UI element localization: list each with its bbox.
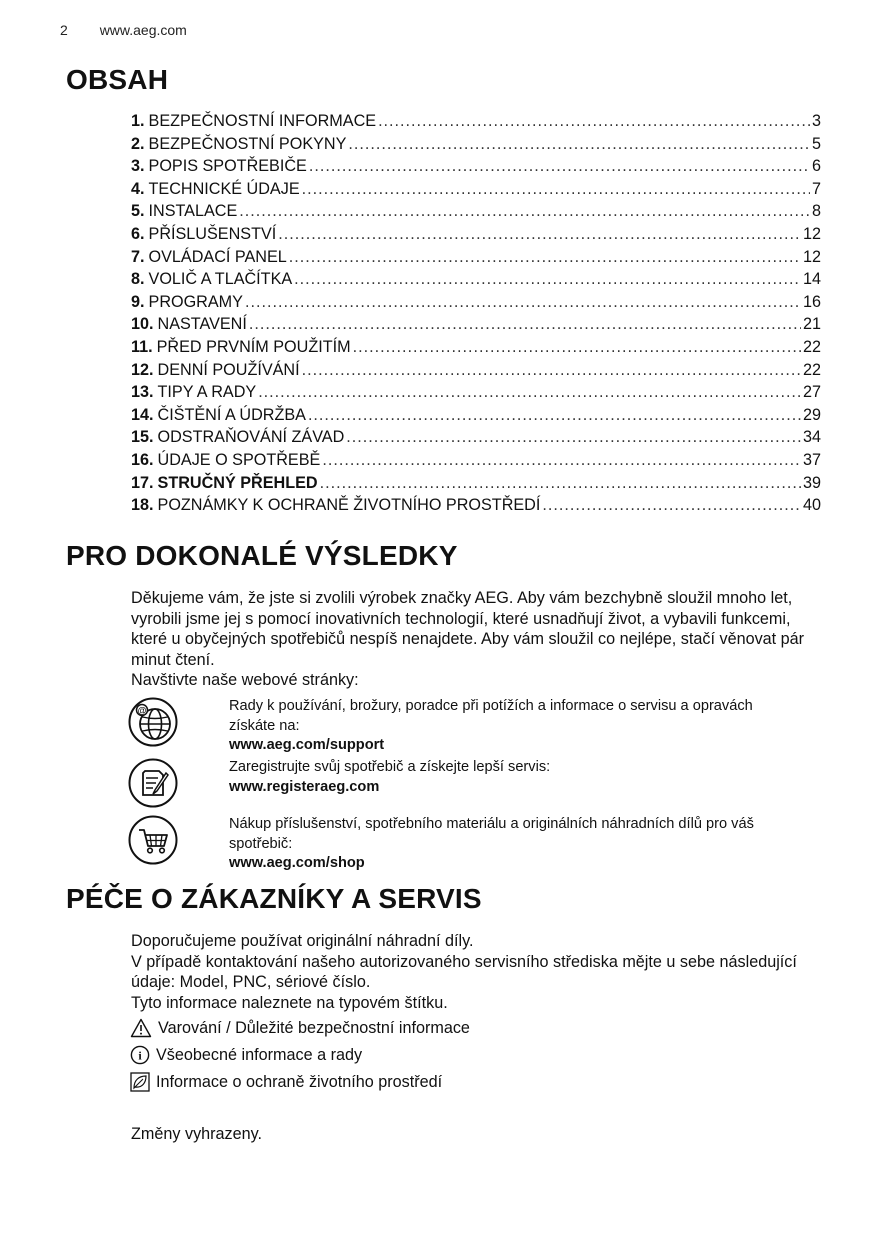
toc-entry-title: OVLÁDACÍ PANEL xyxy=(148,247,287,266)
toc-entry-page: 40 xyxy=(802,496,821,515)
toc-entry[interactable] xyxy=(131,200,821,223)
toc-leader-dots xyxy=(245,291,801,314)
toc-entry[interactable] xyxy=(131,313,821,336)
svg-text:@: @ xyxy=(137,705,147,716)
toc-entry-page: 5 xyxy=(811,134,821,153)
toc-entry-title: PŘED PRVNÍM POUŽITÍM xyxy=(156,337,351,356)
toc-entry[interactable] xyxy=(131,291,821,314)
register-link[interactable]: www.registeraeg.com xyxy=(229,778,380,795)
toc-entry-title: STRUČNÝ PŘEHLED xyxy=(157,473,318,492)
toc-entry[interactable] xyxy=(131,359,821,382)
toc-entry-number: 5. xyxy=(131,202,145,221)
web-item-shop-text xyxy=(229,815,799,874)
toc-entry-number: 9. xyxy=(131,292,145,311)
toc-entry[interactable] xyxy=(131,472,821,495)
toc-entry-title: PROGRAMY xyxy=(148,292,243,311)
web-item-register-text xyxy=(229,758,799,797)
legend-info-text: Všeobecné informace a rady xyxy=(156,1046,363,1064)
globe-icon xyxy=(128,697,178,747)
toc-entry[interactable] xyxy=(131,404,821,427)
toc-entry-page: 37 xyxy=(802,450,821,469)
toc-entry-page: 22 xyxy=(802,360,821,379)
toc-entry-page: 12 xyxy=(802,224,821,243)
toc-entry-page: 27 xyxy=(802,383,821,402)
web-item-description: Zaregistrujte svůj spotřebič a získejte lepší servis: xyxy=(229,759,551,775)
toc-entry-number: 17. xyxy=(131,473,154,492)
table-of-contents xyxy=(131,110,821,517)
toc-entry-page: 21 xyxy=(802,315,821,334)
toc-entry-page: 8 xyxy=(811,202,821,221)
toc-entry-page: 3 xyxy=(811,112,821,130)
toc-leader-dots xyxy=(542,494,801,517)
toc-entry[interactable] xyxy=(131,336,821,359)
toc-leader-dots xyxy=(346,426,801,449)
toc-entry[interactable] xyxy=(131,246,821,269)
toc-entry-page: 7 xyxy=(811,179,821,198)
toc-leader-dots xyxy=(294,268,801,291)
toc-entry[interactable] xyxy=(131,381,821,404)
toc-entry-number: 2. xyxy=(131,134,145,153)
shop-link[interactable]: www.aeg.com/shop xyxy=(229,855,365,871)
register-pen-icon xyxy=(128,758,178,808)
service-heading: PÉČE O ZÁKAZNÍKY A SERVIS xyxy=(66,883,482,914)
toc-entry[interactable] xyxy=(131,494,821,517)
toc-entry-title: TIPY A RADY xyxy=(157,383,257,402)
toc-entry[interactable] xyxy=(131,223,821,246)
toc-entry-title: PŘÍSLUŠENSTVÍ xyxy=(148,224,277,243)
toc-entry-page: 39 xyxy=(802,473,821,492)
toc-entry-title: ČIŠTĚNÍ A ÚDRŽBA xyxy=(157,405,306,424)
toc-leader-dots xyxy=(239,200,810,223)
toc-entry-page: 6 xyxy=(811,157,821,176)
legend-environment-text: Informace o ochraně životního prostředí xyxy=(156,1073,443,1091)
page-header xyxy=(60,22,187,38)
toc-leader-dots xyxy=(309,155,810,178)
toc-entry-number: 7. xyxy=(131,247,145,266)
toc-leader-dots xyxy=(378,110,810,133)
legend-environment xyxy=(130,1072,442,1092)
service-line: V případě kontaktování našeho autorizovaného servisního střediska mějte u sebe následující údaje: Model, PNC, sériové číslo. xyxy=(131,952,797,992)
toc-entry-title: VOLIČ A TLAČÍTKA xyxy=(148,270,293,289)
service-line: Tyto informace naleznete na typovém štítku. xyxy=(131,993,448,1012)
toc-entry-number: 15. xyxy=(131,428,154,447)
toc-entry-number: 3. xyxy=(131,157,145,176)
toc-entry[interactable] xyxy=(131,155,821,178)
toc-entry-title: INSTALACE xyxy=(148,202,238,221)
service-line: Doporučujeme používat originální náhradní díly. xyxy=(131,932,474,950)
service-paragraph xyxy=(131,931,821,1013)
header-website: www.aeg.com xyxy=(99,22,187,38)
toc-leader-dots xyxy=(348,133,810,156)
results-heading: PRO DOKONALÉ VÝSLEDKY xyxy=(66,540,458,571)
toc-entry-number: 11. xyxy=(131,337,153,356)
toc-entry-title: POZNÁMKY K OCHRANĚ ŽIVOTNÍHO PROSTŘEDÍ xyxy=(157,496,541,515)
toc-entry-title: POPIS SPOTŘEBIČE xyxy=(148,157,307,176)
toc-entry-page: 29 xyxy=(802,405,821,424)
toc-entry-page: 14 xyxy=(802,270,821,289)
toc-heading: OBSAH xyxy=(66,64,169,95)
toc-leader-dots xyxy=(353,336,801,359)
web-item-support-text xyxy=(229,697,799,756)
toc-entry-title: TECHNICKÉ ÚDAJE xyxy=(148,179,300,198)
toc-leader-dots xyxy=(258,381,801,404)
toc-entry-page: 22 xyxy=(802,337,821,356)
toc-entry-page: 34 xyxy=(802,428,821,447)
toc-entry-title: NASTAVENÍ xyxy=(157,315,247,334)
toc-leader-dots xyxy=(302,359,801,382)
toc-entry[interactable] xyxy=(131,178,821,201)
toc-entry-title: ÚDAJE O SPOTŘEBĚ xyxy=(157,450,321,469)
toc-leader-dots xyxy=(249,313,801,336)
toc-leader-dots xyxy=(278,223,801,246)
shopping-cart-icon xyxy=(128,815,178,865)
changes-reserved: Změny vyhrazeny. xyxy=(131,1125,263,1143)
toc-leader-dots xyxy=(302,178,810,201)
toc-entry-number: 6. xyxy=(131,224,145,243)
visit-websites-text: Navštivte naše webové stránky: xyxy=(131,671,359,689)
toc-leader-dots xyxy=(320,472,801,495)
info-icon xyxy=(130,1045,150,1065)
page-number: 2 xyxy=(60,22,68,38)
toc-entry-title: ODSTRAŇOVÁNÍ ZÁVAD xyxy=(157,428,345,447)
toc-entry-number: 16. xyxy=(131,450,154,469)
toc-leader-dots xyxy=(289,246,801,269)
toc-entry-title: DENNÍ POUŽÍVÁNÍ xyxy=(157,360,300,379)
toc-entry-title: BEZPEČNOSTNÍ INFORMACE xyxy=(148,112,377,130)
toc-entry[interactable] xyxy=(131,133,821,156)
toc-entry-number: 12. xyxy=(131,360,154,379)
web-item-description: Nákup příslušenství, spotřebního materiálu a originálních náhradních dílů pro váš spotřebič: xyxy=(229,816,754,852)
intro-paragraph: Děkujeme vám, že jste si zvolili výrobek značky AEG. Aby vám bezchybně sloužil mnoho let, vyrobili jsme jej s pomocí inovativních technologií, které usnadňují život, a vybavili funkcemi, které u obyčejných spotřebičů nespíš nenajdete. Aby vám sloužil co nejlépe, stačí věnovat pár minut čtení. xyxy=(131,589,805,669)
toc-leader-dots xyxy=(322,449,801,472)
toc-entry-page: 12 xyxy=(802,247,821,266)
toc-entry-title: BEZPEČNOSTNÍ POKYNY xyxy=(148,134,347,153)
toc-entry-number: 4. xyxy=(131,179,145,198)
toc-entry-page: 16 xyxy=(802,292,821,311)
toc-entry[interactable] xyxy=(131,449,821,472)
legend-warning-text: Varování / Důležité bezpečnostní informace xyxy=(158,1019,470,1037)
toc-entry-number: 10. xyxy=(131,315,154,334)
toc-entry-number: 14. xyxy=(131,405,154,424)
leaf-icon xyxy=(130,1072,150,1092)
toc-leader-dots xyxy=(308,404,801,427)
web-item-description: Rady k používání, brožury, poradce při potížích a informace o servisu a opravách získáte na: xyxy=(229,698,753,734)
toc-entry-number: 8. xyxy=(131,270,145,289)
legend-info xyxy=(130,1045,362,1065)
toc-entry[interactable] xyxy=(131,268,821,291)
legend-warning xyxy=(130,1018,470,1038)
toc-entry-number: 18. xyxy=(131,496,154,515)
svg-text:i: i xyxy=(138,1048,142,1063)
toc-entry-number: 13. xyxy=(131,383,154,402)
warning-triangle-icon xyxy=(130,1018,152,1038)
toc-entry[interactable] xyxy=(131,426,821,449)
toc-entry[interactable] xyxy=(131,110,821,133)
toc-entry-number: 1. xyxy=(131,112,145,130)
support-link[interactable]: www.aeg.com/support xyxy=(229,737,385,753)
